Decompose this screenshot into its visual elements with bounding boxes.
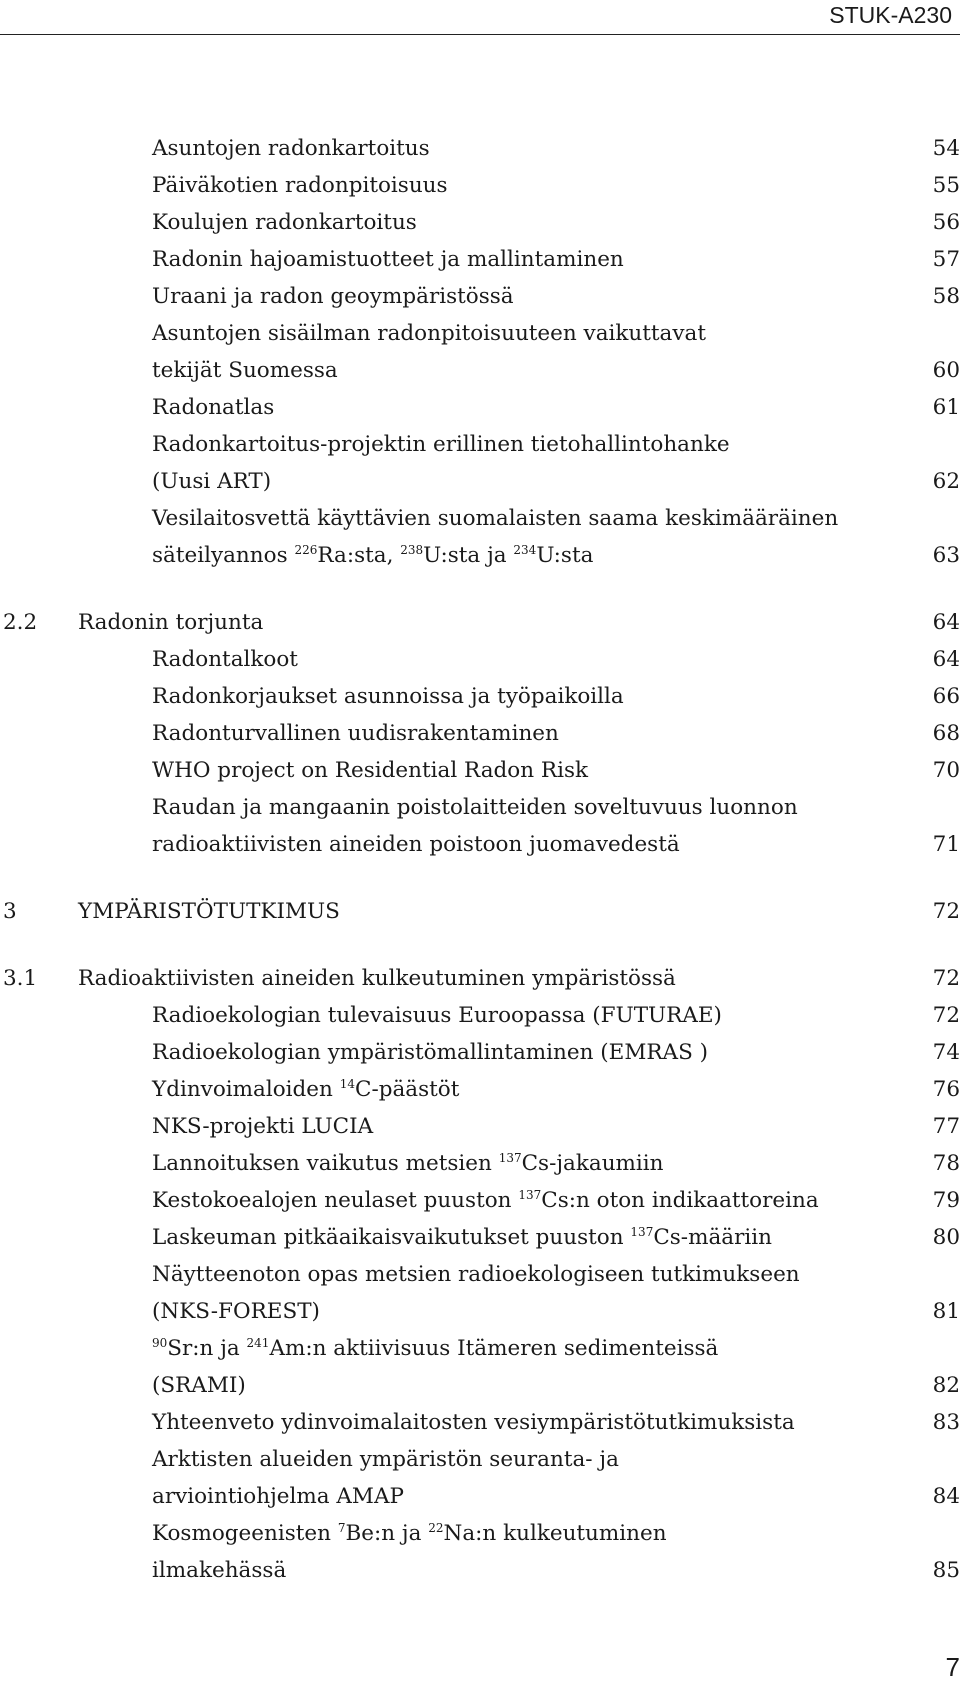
section-gap: [0, 930, 960, 960]
toc-entry-title: Yhteenveto ydinvoimalaitosten vesiympäristötutkimuksista: [152, 1410, 795, 1435]
toc-entry-page: 56: [932, 210, 960, 235]
toc-entry-page: 61: [932, 395, 960, 420]
toc-entry-title: Asuntojen sisäilman radonpitoisuuteen vaikuttavat: [152, 321, 706, 346]
toc-entry: [0, 1071, 960, 1108]
toc-entry-title: $^{90}$Sr:n ja $^{241}$Am:n aktiivisuus Itämeren sedimenteissä: [152, 1336, 719, 1361]
toc-entry: [0, 752, 960, 789]
toc-entry-title: ilmakehässä: [152, 1558, 287, 1583]
toc-entry: [0, 1404, 960, 1441]
toc-entry: [0, 1256, 960, 1293]
toc-entry: [0, 1441, 960, 1478]
toc-section-heading: [0, 960, 960, 997]
toc-entry-page: 55: [932, 173, 960, 198]
toc-entry-title: NKS-projekti LUCIA: [152, 1114, 374, 1139]
toc-entry-title: Asuntojen radonkartoitus: [152, 136, 430, 161]
toc-entry-page: 60: [932, 358, 960, 383]
toc-entry-title: (SRAMI): [152, 1373, 246, 1398]
toc-entry: [0, 1145, 960, 1182]
toc-entry-title: Radontalkoot: [152, 647, 298, 672]
section-number: 3.1: [3, 966, 38, 991]
toc-entry: [0, 1034, 960, 1071]
toc-entry-page: 70: [932, 758, 960, 783]
toc-entry: [0, 1182, 960, 1219]
section-title: Radioaktiivisten aineiden kulkeutuminen ympäristössä: [78, 966, 676, 991]
toc-entry-title: Laskeuman pitkäaikaisvaikutukset puuston $^{137}$Cs-määriin: [152, 1225, 772, 1250]
toc-entry-page: 72: [932, 899, 960, 924]
toc-entry-page: 58: [932, 284, 960, 309]
toc-entry: [0, 1293, 960, 1330]
toc-entry: [0, 537, 960, 574]
toc-entry-title: Kestokoealojen neulaset puuston $^{137}$Cs:n oton indikaattoreina: [152, 1188, 819, 1213]
toc-section-heading: [0, 604, 960, 641]
toc-entry-page: 63: [932, 543, 960, 568]
toc-entry: [0, 789, 960, 826]
section-gap: [0, 863, 960, 893]
chapter-number: 3: [3, 899, 17, 924]
toc-entry-page: 76: [932, 1077, 960, 1102]
section-title: Radonin torjunta: [78, 610, 264, 635]
toc-entry: [0, 352, 960, 389]
toc-entry: [0, 1108, 960, 1145]
toc-entry-title: Radonturvallinen uudisrakentaminen: [152, 721, 559, 746]
toc-chapter-heading: [0, 893, 960, 930]
toc-entry: [0, 715, 960, 752]
report-code: STUK-A230: [829, 2, 952, 28]
toc-entry: [0, 130, 960, 167]
toc-entry: [0, 278, 960, 315]
toc-entry-title: tekijät Suomessa: [152, 358, 338, 383]
page-number: 7: [945, 1652, 960, 1682]
toc-entry: [0, 426, 960, 463]
toc-entry-page: 72: [932, 1003, 960, 1028]
toc-entry-page: 64: [932, 647, 960, 672]
toc-entry-title: Radonatlas: [152, 395, 275, 420]
chapter-title: YMPÄRISTÖTUTKIMUS: [78, 899, 340, 924]
toc-entry-page: 82: [932, 1373, 960, 1398]
toc-entry-title: Arktisten alueiden ympäristön seuranta- ja: [152, 1447, 619, 1472]
toc-entry: [0, 1552, 960, 1589]
toc-entry-title: Radonkartoitus-projektin erillinen tietohallintohanke: [152, 432, 730, 457]
toc-entry: [0, 641, 960, 678]
toc-entry: [0, 1219, 960, 1256]
running-header: [0, 0, 960, 35]
toc-entry-title: Radioekologian ympäristömallintaminen (EMRAS ): [152, 1040, 709, 1065]
toc-entry-title: (Uusi ART): [152, 469, 272, 494]
toc-entry-page: 77: [932, 1114, 960, 1139]
toc-entry: [0, 167, 960, 204]
toc-entry: [0, 500, 960, 537]
toc-entry-title: Radioekologian tulevaisuus Euroopassa (FUTURAE): [152, 1003, 722, 1028]
toc-entry-title: Kosmogeenisten $^7$Be:n ja $^{22}$Na:n kulkeutuminen: [152, 1521, 667, 1546]
toc-entry: [0, 826, 960, 863]
toc-entry-title: Radonin hajoamistuotteet ja mallintaminen: [152, 247, 624, 272]
toc-entry-page: 71: [932, 832, 960, 857]
toc-entry-title: arviointiohjelma AMAP: [152, 1484, 404, 1509]
toc-entry-title: Ydinvoimaloiden $^{14}$C-päästöt: [152, 1077, 460, 1102]
toc-entry: [0, 1367, 960, 1404]
toc-entry-page: 81: [932, 1299, 960, 1324]
toc-entry-page: 85: [932, 1558, 960, 1583]
toc-entry-title: WHO project on Residential Radon Risk: [152, 758, 589, 783]
toc-entry-page: 68: [932, 721, 960, 746]
toc-entry-title: Uraani ja radon geoympäristössä: [152, 284, 514, 309]
toc-entry: [0, 463, 960, 500]
toc-entry-page: 57: [932, 247, 960, 272]
toc-entry-title: Raudan ja mangaanin poistolaitteiden soveltuvuus luonnon: [152, 795, 798, 820]
section-number: 2.2: [3, 610, 38, 635]
toc-entry: [0, 1330, 960, 1367]
toc-entry-page: 62: [932, 469, 960, 494]
toc-entry-title: (NKS-FOREST): [152, 1299, 320, 1324]
toc-entry-title: Koulujen radonkartoitus: [152, 210, 417, 235]
toc-entry-title: Päiväkotien radonpitoisuus: [152, 173, 448, 198]
toc-entry: [0, 678, 960, 715]
toc-entry-page: 80: [932, 1225, 960, 1250]
toc-entry-title: Radonkorjaukset asunnoissa ja työpaikoilla: [152, 684, 624, 709]
toc-entry: [0, 1515, 960, 1552]
table-of-contents: [0, 130, 960, 1589]
toc-entry-page: 64: [932, 610, 960, 635]
toc-entry-title: radioaktiivisten aineiden poistoon juomavedestä: [152, 832, 680, 857]
toc-entry-page: 74: [932, 1040, 960, 1065]
toc-entry-title: Lannoituksen vaikutus metsien $^{137}$Cs-jakaumiin: [152, 1151, 664, 1176]
toc-entry-page: 54: [932, 136, 960, 161]
toc-entry-page: 84: [932, 1484, 960, 1509]
toc-entry: [0, 241, 960, 278]
toc-entry: [0, 1478, 960, 1515]
toc-entry: [0, 389, 960, 426]
toc-entry: [0, 315, 960, 352]
toc-entry-page: 78: [932, 1151, 960, 1176]
toc-entry-page: 72: [932, 966, 960, 991]
toc-entry-page: 83: [932, 1410, 960, 1435]
toc-entry: [0, 204, 960, 241]
section-gap: [0, 574, 960, 604]
toc-entry-title: Vesilaitosvettä käyttävien suomalaisten saama keskimääräinen: [152, 506, 839, 531]
toc-entry-page: 79: [932, 1188, 960, 1213]
toc-entry-page: 66: [932, 684, 960, 709]
toc-entry-title: Näytteenoton opas metsien radioekologiseen tutkimukseen: [152, 1262, 800, 1287]
toc-entry-title: säteilyannos $^{226}$Ra:sta, $^{238}$U:sta ja $^{234}$U:sta: [152, 543, 594, 568]
toc-entry: [0, 997, 960, 1034]
